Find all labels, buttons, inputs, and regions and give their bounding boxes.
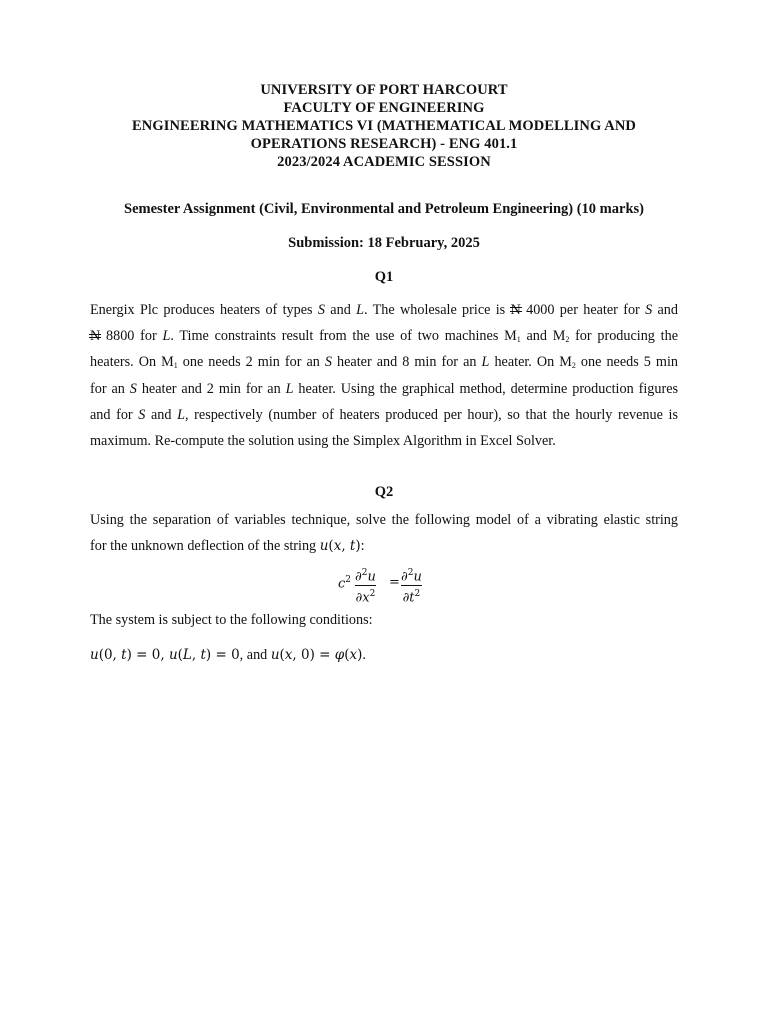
university-name: UNIVERSITY OF PORT HARCOURT (260, 82, 508, 98)
academic-session: 2023/2024 ACADEMIC SESSION (277, 154, 491, 170)
course-title-line-2: OPERATIONS RESEARCH) - ENG 401.1 (250, 136, 518, 152)
boundary-conditions: u(0, t) = 0, u(L, t) = 0, and u(x, 0) = φ(x). (90, 647, 366, 663)
conditions-intro: The system is subject to the following conditions: (90, 612, 373, 628)
assignment-title: Semester Assignment (Civil, Environmental and Petroleum Engineering) (10 marks) (124, 201, 644, 217)
q2-heading: Q2 (374, 484, 394, 500)
document-header (90, 81, 678, 171)
submission-date: Submission: 18 February, 2025 (288, 235, 480, 251)
course-title-line-1: ENGINEERING MATHEMATICS VI (MATHEMATICAL MODELLING AND (132, 118, 636, 134)
faculty-name: FACULTY OF ENGINEERING (283, 100, 485, 116)
q1-heading: Q1 (374, 269, 394, 285)
q1-text: Energix Plc produces heaters of types S and L. The wholesale price is N 4000 per heater for S and N 8800 for L. Time constraints result from the use of two machines $M_1$ and $M_2$ for producing the heaters. On $M_1$ one needs 2 min for an S heater and 8 min for an L heater. On $M_2$ one needs 5 min for an S heater and 2 min for an L heater. Using the graphical method, determine production figures and for S and L, respectively (number of heaters produced per hour), so that the hourly revenue is maximum. Re-compute the solution using the Simplex Algorithm in Excel Solver. (90, 297, 678, 454)
q2-intro: Using the separation of variables technique, solve the following model of a vibrating elastic string for the unknown deflection of the string u(x, t): (90, 512, 678, 555)
wave-equation: $c^2$ $\frac{\partial^2u}{\partial x^2}$ = $\frac{\partial^2u}{\partial t^2}$ (338, 568, 422, 606)
